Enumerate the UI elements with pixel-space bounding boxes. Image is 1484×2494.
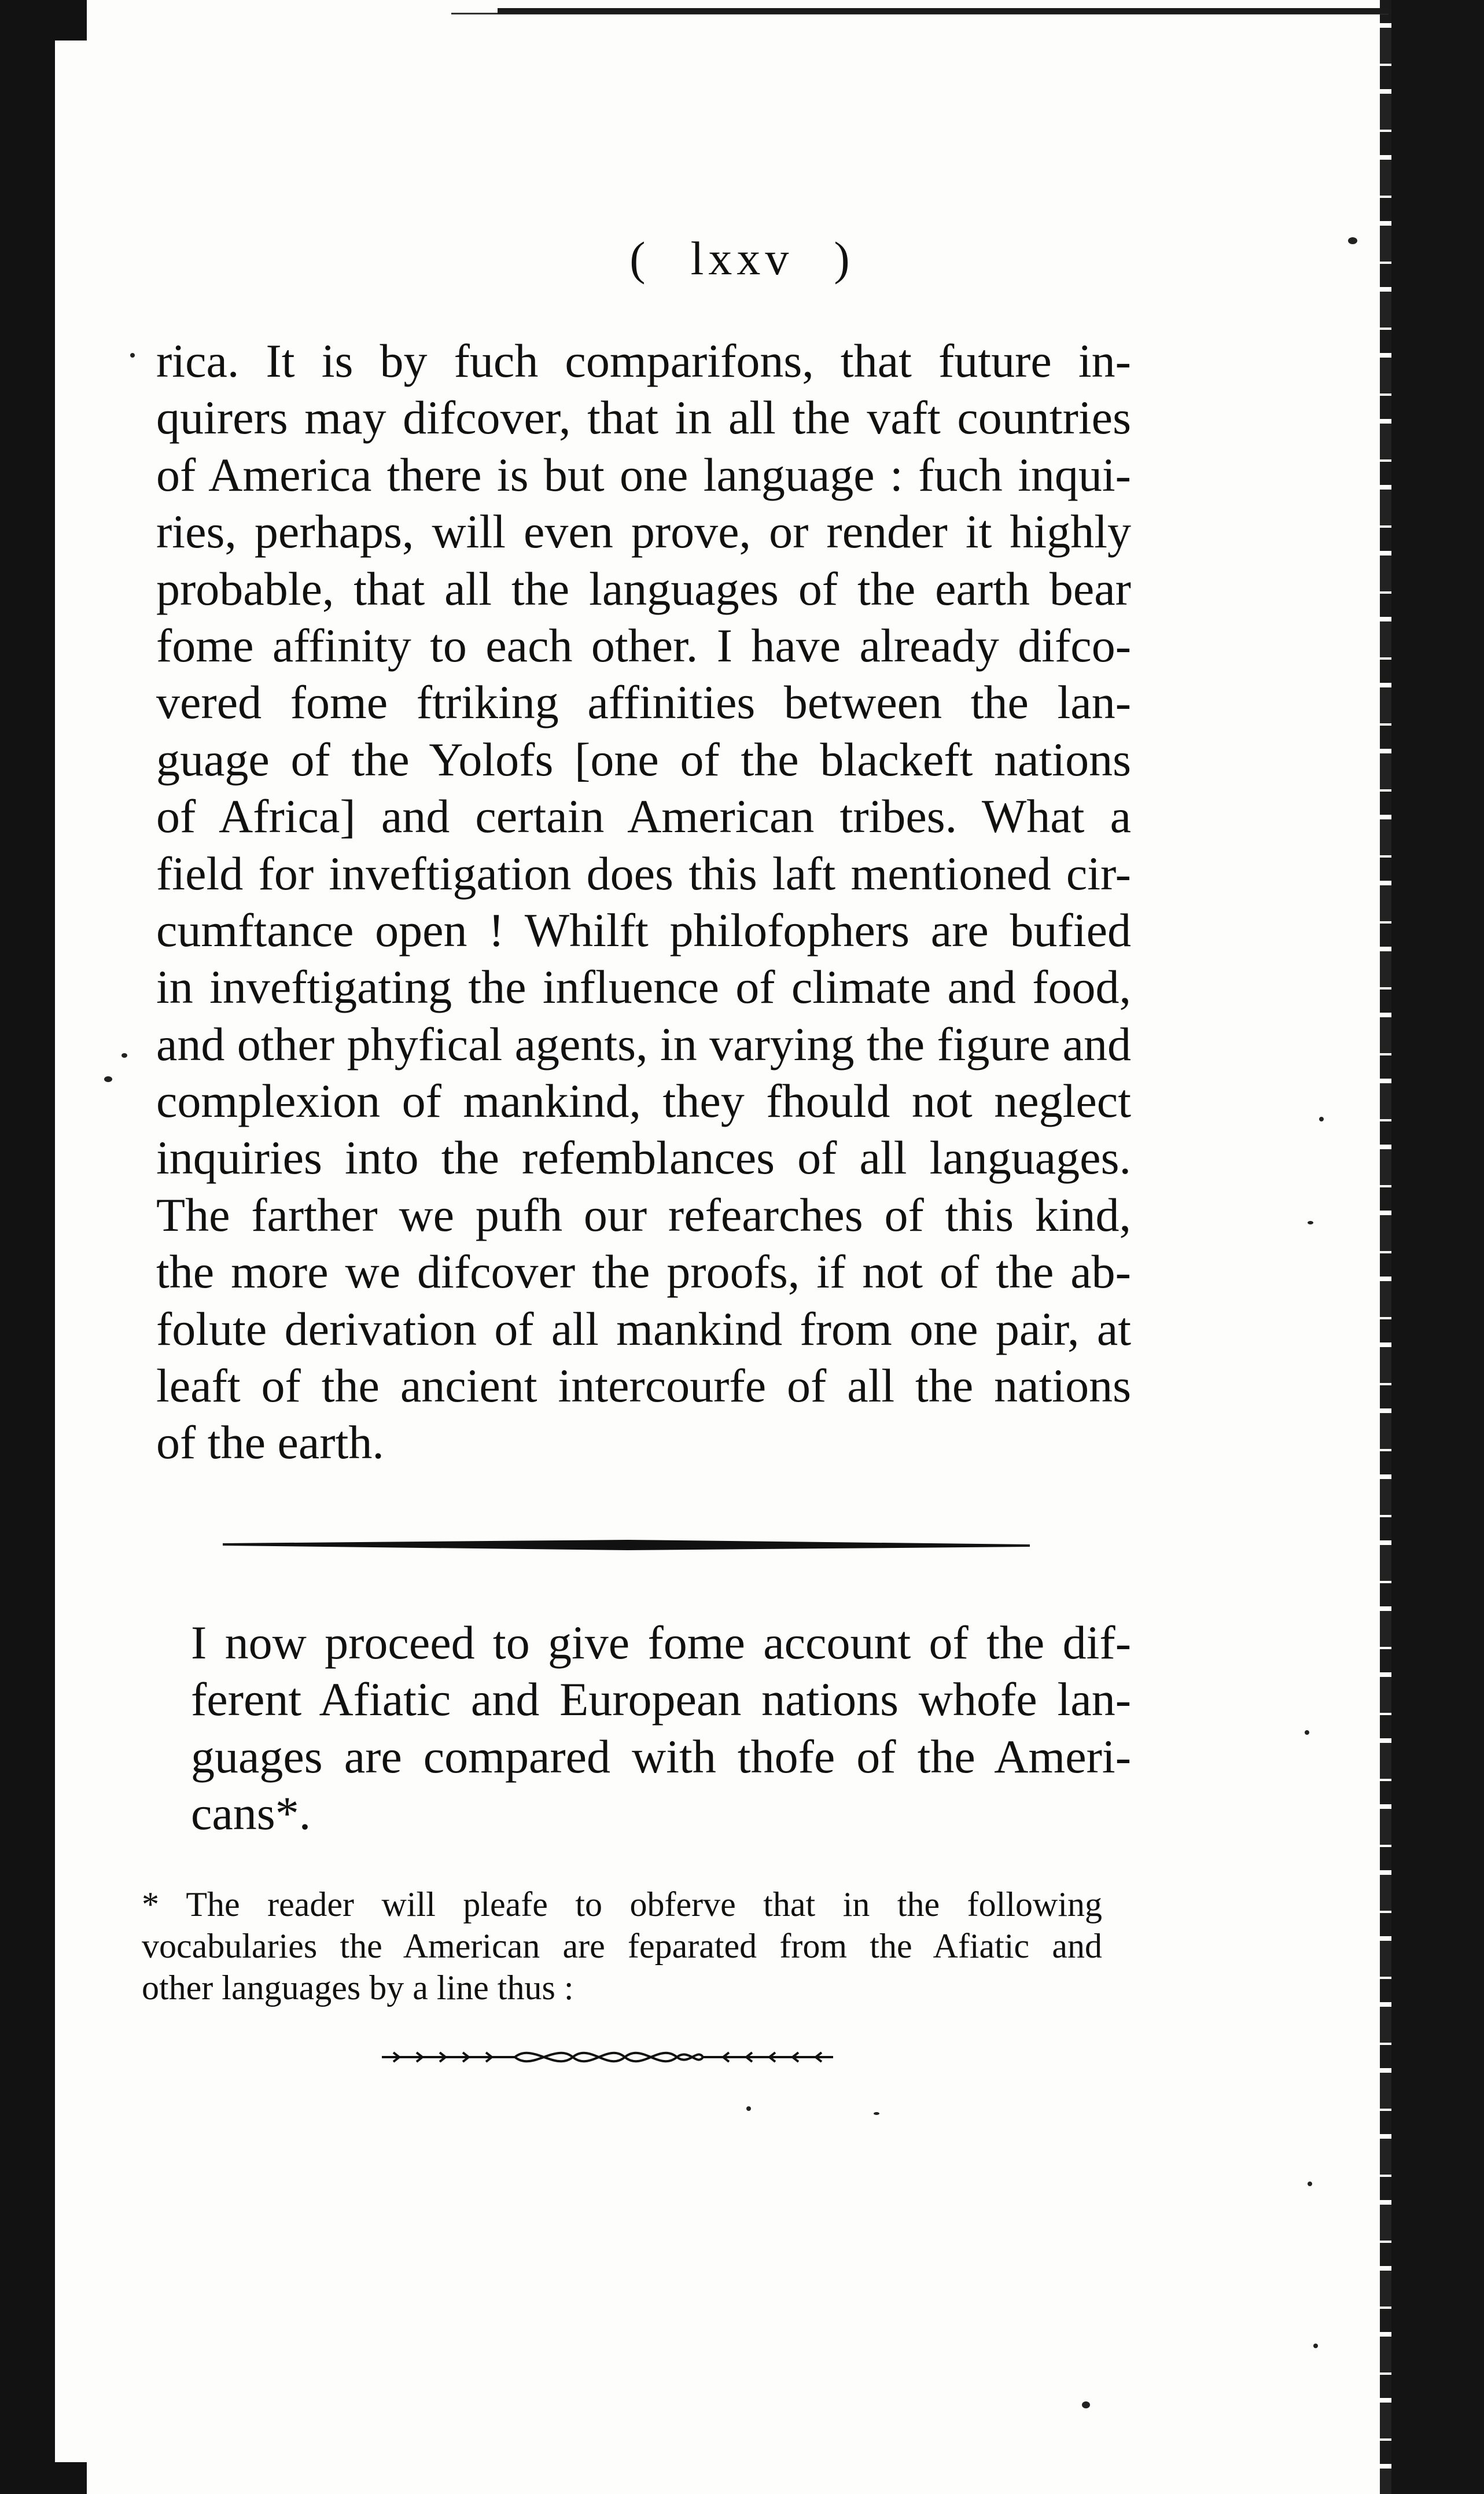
text-line: inquiries into the refemblances of all languages.: [156, 1131, 1131, 1185]
text-line: in inveftigating the influence of climate and food,: [156, 961, 1131, 1014]
section-divider-rule: [223, 1536, 1030, 1553]
left-scan-edge-bottom: [0, 2462, 87, 2494]
page-number-close-paren: ): [834, 232, 855, 285]
text-line: The farther we pufh our refearches of this kind,: [156, 1188, 1131, 1241]
text-line: folute derivation of all mankind from one pair, at: [156, 1302, 1131, 1355]
text-line: of the earth.: [156, 1416, 384, 1469]
text-line: leaft of the ancient intercourfe of all the nations: [156, 1359, 1131, 1412]
top-scan-rule: [498, 8, 1391, 14]
text-line: vered fome ftriking affinities between the lan-: [156, 676, 1131, 729]
second-paragraph: [191, 1614, 1131, 1842]
right-scan-edge: [1391, 0, 1484, 2494]
footnote-line: vocabularies the American are feparated from the Afiatic and: [142, 1927, 1102, 1965]
page-number: lxxv: [690, 232, 794, 285]
left-scan-edge-top: [0, 0, 87, 41]
text-line: complexion of mankind, they fhould not neglect: [156, 1075, 1131, 1128]
text-line: ries, perhaps, will even prove, or render it highly: [156, 505, 1131, 558]
text-line: rica. It is by fuch comparifons, that future in-: [156, 334, 1131, 387]
text-line: guage of the Yolofs [one of the blackeft nations: [156, 733, 1131, 786]
text-line: probable, that all the languages of the earth bear: [156, 562, 1131, 615]
text-line: of America there is but one language : fuch inqui-: [156, 448, 1131, 501]
text-line: I now proceed to give fome account of the dif-: [191, 1616, 1131, 1669]
main-paragraph: [156, 333, 1131, 1472]
text-line: ferent Afiatic and European nations whofe lan-: [191, 1673, 1131, 1726]
text-line: guages are compared with thofe of the Ameri-: [191, 1730, 1131, 1783]
text-line: the more we difcover the proofs, if not of the ab-: [156, 1245, 1131, 1299]
footnote-line: other languages by a line thus :: [142, 1969, 574, 2007]
text-line: and other phyfical agents, in varying the figure and: [156, 1017, 1131, 1071]
page-number-open-paren: (: [629, 232, 650, 285]
text-line: field for inveftigation does this laft mentioned cir-: [156, 847, 1131, 900]
text-line: cans*.: [191, 1787, 311, 1840]
footnote: [142, 1884, 1102, 2009]
text-line: of Africa] and certain American tribes. What a: [156, 790, 1131, 843]
separator-ornament: [382, 2040, 833, 2074]
text-line: fome affinity to each other. I have already difco-: [156, 619, 1131, 672]
page-number-header: [0, 231, 1484, 286]
left-scan-edge: [0, 0, 55, 2494]
text-line: quirers may difcover, that in all the vaft countries: [156, 391, 1131, 444]
text-line: cumftance open ! Whilft philofophers are bufied: [156, 903, 1131, 957]
footnote-line: * The reader will pleafe to obferve that in the following: [142, 1885, 1102, 1923]
